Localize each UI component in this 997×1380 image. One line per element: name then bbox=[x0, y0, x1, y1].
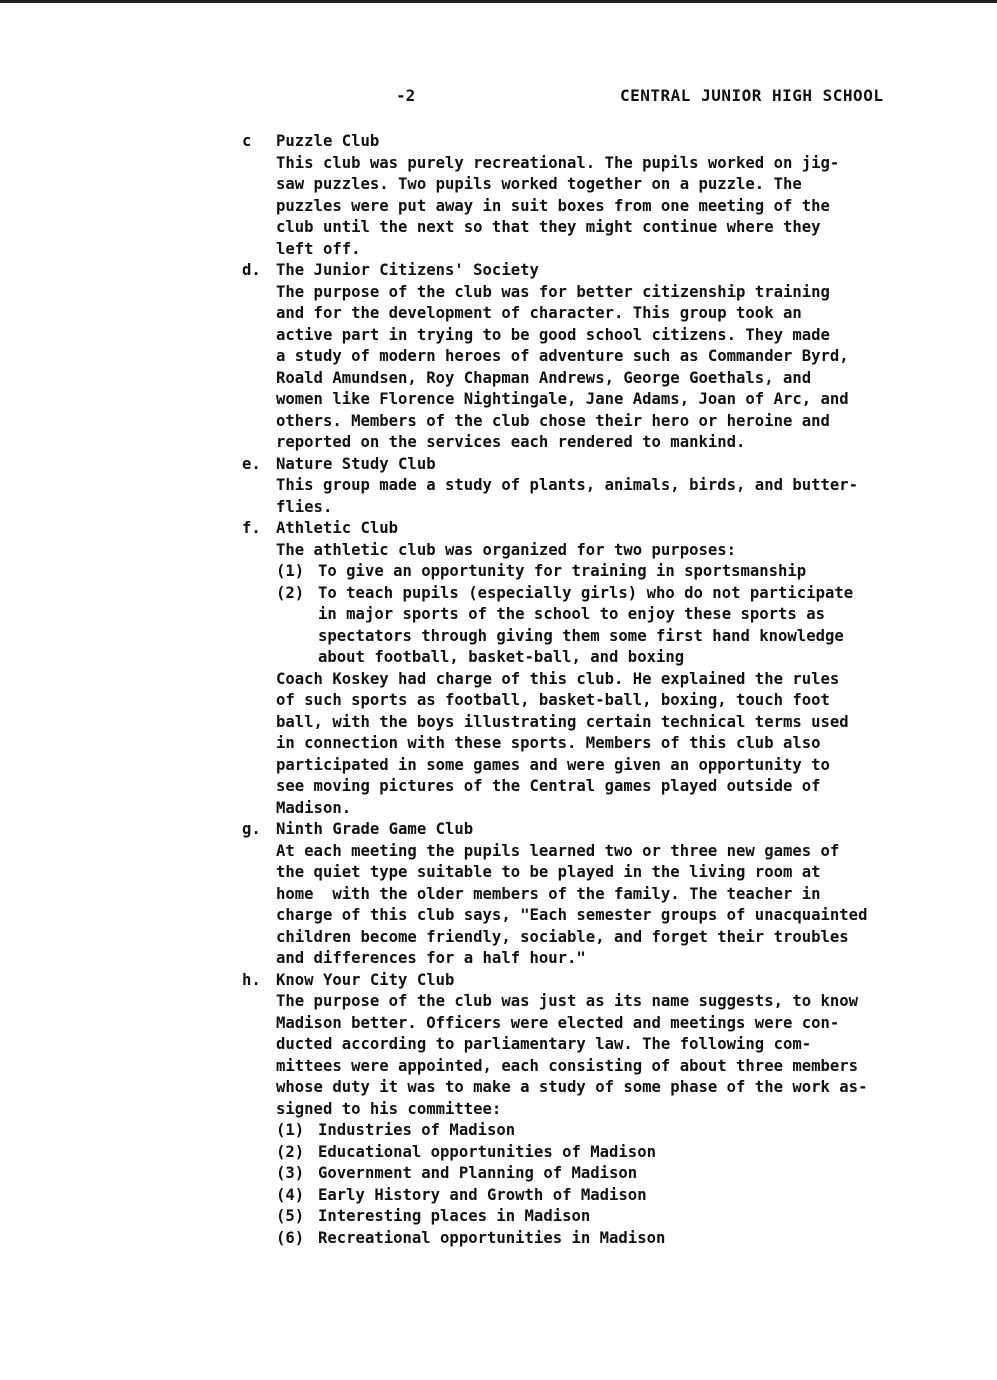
text-line: saw puzzles. Two pupils worked together on a puzzle. The bbox=[276, 175, 802, 193]
text-line: The athletic club was organized for two purposes: bbox=[276, 540, 737, 559]
text-line: children become friendly, sociable, and forget their troubles bbox=[276, 927, 849, 946]
text-line: about football, basket-ball, and boxing bbox=[318, 648, 685, 666]
section-title: Puzzle Club bbox=[276, 132, 380, 150]
item-number: (2) bbox=[276, 583, 305, 602]
section-d bbox=[242, 260, 957, 454]
text-line: Coach Koskey had charge of this club. He explained the rules bbox=[276, 669, 840, 688]
section-g bbox=[242, 819, 957, 970]
section-title: Know Your City Club bbox=[276, 970, 455, 989]
item-number: (4) bbox=[276, 1185, 305, 1204]
item-text: Government and Planning of Madison bbox=[318, 1164, 638, 1182]
page-number: -2 bbox=[396, 86, 416, 105]
item-number: (2) bbox=[276, 1142, 305, 1161]
item-text: Early History and Growth of Madison bbox=[318, 1185, 647, 1204]
text-line: and for the development of character. This group took an bbox=[276, 304, 802, 322]
item-number: (5) bbox=[276, 1207, 305, 1225]
document-body bbox=[242, 131, 957, 1249]
section-label: c bbox=[242, 132, 252, 150]
text-line: home with the older members of the family. The teacher in bbox=[276, 884, 821, 903]
item-text: Recreational opportunities in Madison bbox=[318, 1228, 666, 1247]
section-title: Nature Study Club bbox=[276, 454, 436, 473]
list-item bbox=[242, 561, 957, 583]
text-line: active part in trying to be good school citizens. They made bbox=[276, 325, 830, 344]
item-text: To teach pupils (especially girls) who do not participate bbox=[318, 583, 854, 602]
text-line: puzzles were put away in suit boxes from one meeting of the bbox=[276, 196, 830, 215]
text-line: participated in some games and were given an opportunity to bbox=[276, 755, 830, 774]
text-line: This club was purely recreational. The pupils worked on jig- bbox=[276, 153, 840, 172]
text-line: The purpose of the club was just as its name suggests, to know bbox=[276, 992, 859, 1010]
list-item bbox=[242, 1142, 957, 1164]
section-e bbox=[242, 454, 957, 519]
list-item bbox=[242, 1185, 957, 1207]
text-line: club until the next so that they might continue where they bbox=[276, 218, 821, 236]
text-line: see moving pictures of the Central games played outside of bbox=[276, 777, 821, 795]
list-item bbox=[242, 1206, 957, 1228]
item-number: (6) bbox=[276, 1228, 305, 1247]
section-label: h. bbox=[242, 970, 261, 989]
list-item bbox=[242, 1120, 957, 1142]
section-label: g. bbox=[242, 820, 261, 838]
section-label: f. bbox=[242, 519, 261, 537]
page-header bbox=[0, 86, 997, 110]
text-line: The purpose of the club was for better citizenship training bbox=[276, 282, 830, 301]
item-text: Industries of Madison bbox=[318, 1121, 516, 1139]
text-line: Madison. bbox=[276, 798, 352, 817]
text-line: a study of modern heroes of adventure such as Commander Byrd, bbox=[276, 347, 849, 365]
item-number: (1) bbox=[276, 1121, 305, 1139]
section-c bbox=[242, 131, 957, 260]
section-h bbox=[242, 970, 957, 1250]
text-line: ball, with the boys illustrating certain technical terms used bbox=[276, 712, 849, 731]
item-text: Educational opportunities of Madison bbox=[318, 1142, 656, 1161]
text-line: This group made a study of plants, animals, birds, and butter- bbox=[276, 476, 859, 494]
item-text: To give an opportunity for training in sportsmanship bbox=[318, 562, 807, 580]
item-number: (1) bbox=[276, 562, 305, 580]
text-line: ducted according to parliamentary law. The following com- bbox=[276, 1035, 812, 1053]
text-line: others. Members of the club chose their hero or heroine and bbox=[276, 411, 830, 430]
section-f bbox=[242, 518, 957, 819]
text-line: women like Florence Nightingale, Jane Adams, Joan of Arc, and bbox=[276, 390, 849, 408]
text-line: in major sports of the school to enjoy these sports as bbox=[318, 605, 825, 623]
text-line: left off. bbox=[276, 239, 361, 258]
school-name: CENTRAL JUNIOR HIGH SCHOOL bbox=[620, 86, 884, 105]
text-line: flies. bbox=[276, 497, 333, 516]
section-title: Ninth Grade Game Club bbox=[276, 820, 474, 838]
scan-edge-line bbox=[0, 0, 997, 3]
text-line: signed to his committee: bbox=[276, 1099, 502, 1118]
text-line: reported on the services each rendered to mankind. bbox=[276, 433, 746, 451]
list-item bbox=[242, 583, 957, 605]
text-line: in connection with these sports. Members of this club also bbox=[276, 734, 821, 752]
section-label: e. bbox=[242, 454, 261, 473]
text-line: At each meeting the pupils learned two or three new games of bbox=[276, 841, 840, 860]
text-line: the quiet type suitable to be played in the living room at bbox=[276, 863, 821, 881]
list-item bbox=[242, 1163, 957, 1185]
section-title: Athletic Club bbox=[276, 519, 399, 537]
text-line: mittees were appointed, each consisting of about three members bbox=[276, 1056, 859, 1075]
text-line: Roald Amundsen, Roy Chapman Andrews, George Goethals, and bbox=[276, 368, 812, 387]
item-text: Interesting places in Madison bbox=[318, 1207, 591, 1225]
text-line: and differences for a half hour." bbox=[276, 949, 586, 967]
text-line: spectators through giving them some first hand knowledge bbox=[318, 626, 844, 645]
text-line: whose duty it was to make a study of some phase of the work as- bbox=[276, 1078, 868, 1096]
text-line: Madison better. Officers were elected and meetings were con- bbox=[276, 1013, 840, 1032]
section-title: The Junior Citizens' Society bbox=[276, 261, 539, 279]
text-line: of such sports as football, basket-ball, boxing, touch foot bbox=[276, 691, 830, 709]
list-item bbox=[242, 1228, 957, 1250]
item-number: (3) bbox=[276, 1164, 305, 1182]
text-line: charge of this club says, "Each semester groups of unacquainted bbox=[276, 906, 868, 924]
section-label: d. bbox=[242, 261, 261, 279]
